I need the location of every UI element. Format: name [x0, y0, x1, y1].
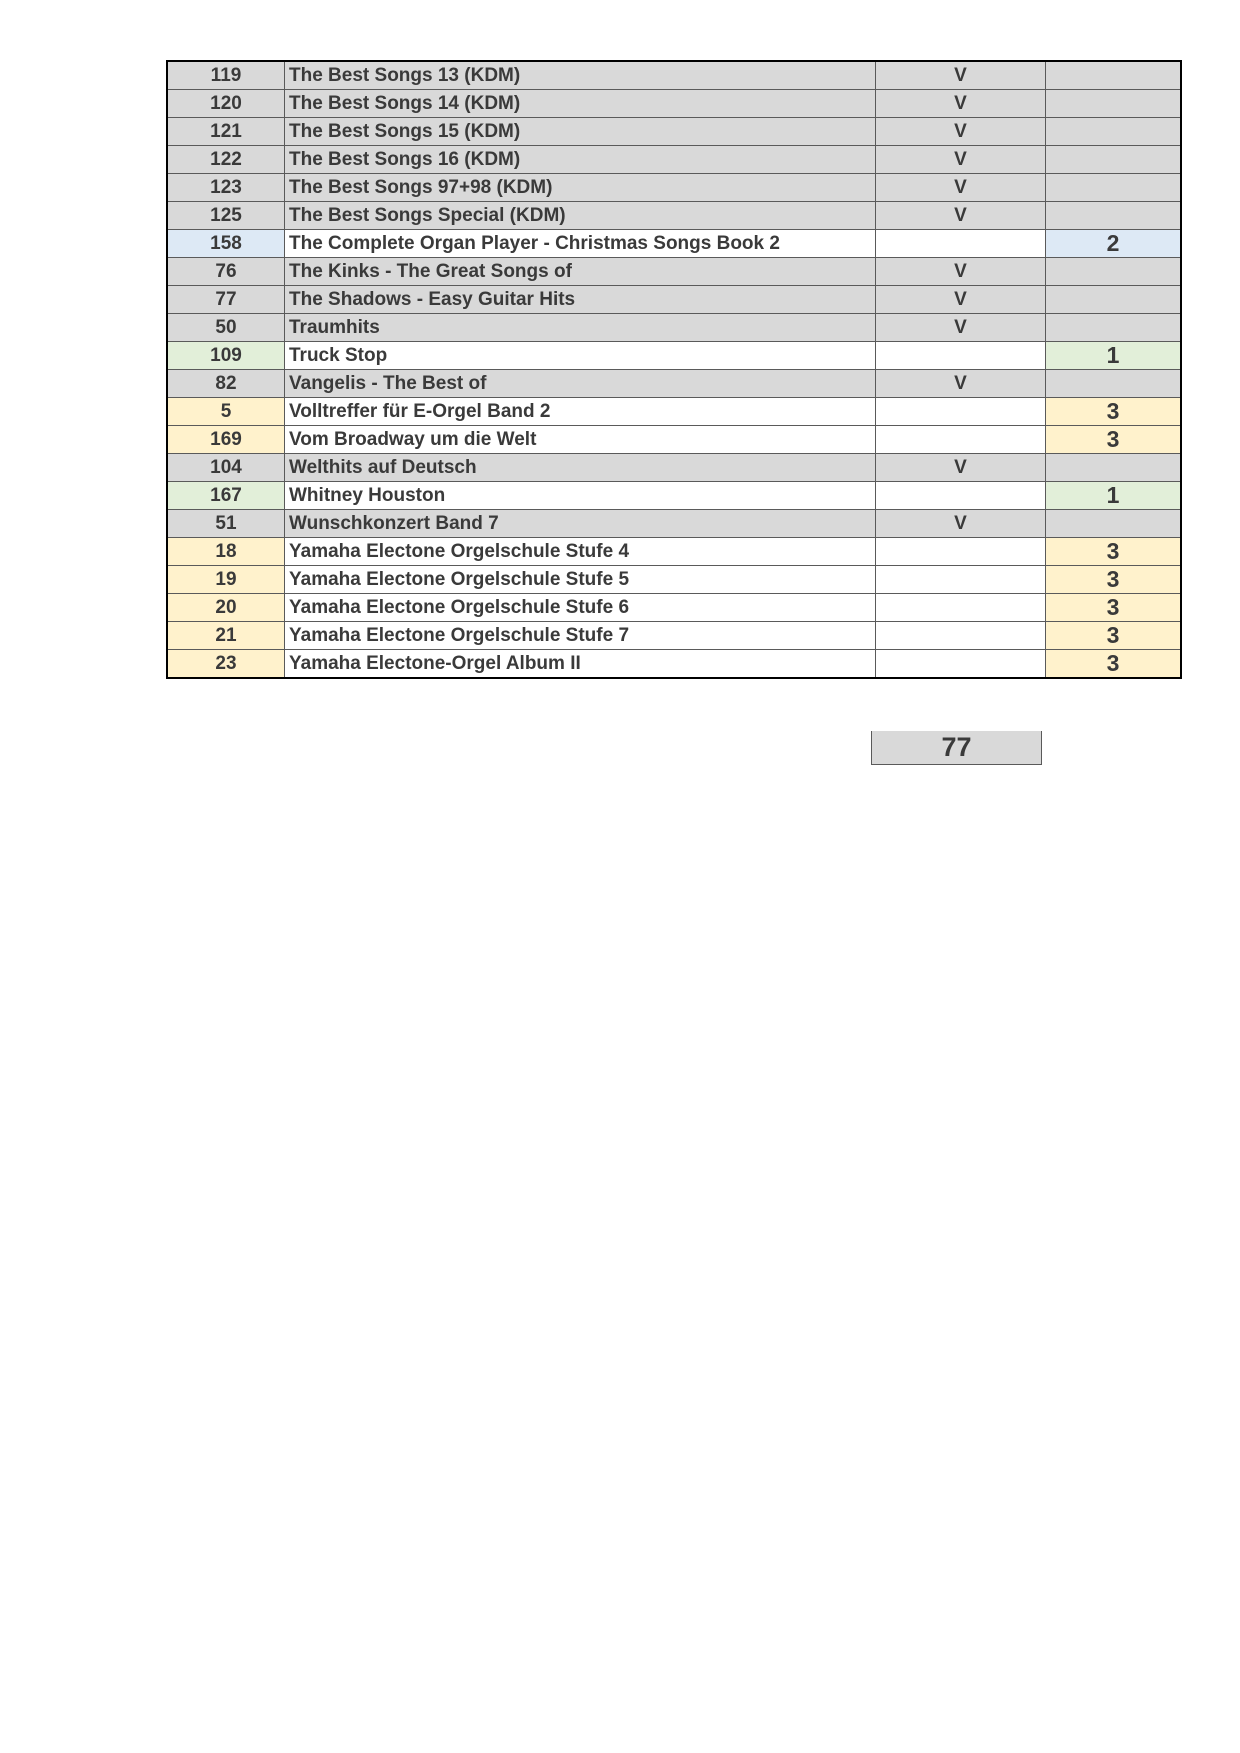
table-row [167, 398, 1181, 426]
row-number: 5 [167, 398, 285, 426]
row-availability-mark [876, 426, 1046, 454]
row-title: Traumhits [285, 314, 876, 342]
row-availability-mark: V [876, 258, 1046, 286]
row-level: 3 [1046, 566, 1182, 594]
row-title: Yamaha Electone Orgelschule Stufe 6 [285, 594, 876, 622]
row-title: The Best Songs 13 (KDM) [285, 61, 876, 90]
table-row [167, 538, 1181, 566]
row-level [1046, 90, 1182, 118]
row-availability-mark [876, 566, 1046, 594]
row-number: 50 [167, 314, 285, 342]
row-title: Welthits auf Deutsch [285, 454, 876, 482]
row-title: Vangelis - The Best of [285, 370, 876, 398]
row-title: Whitney Houston [285, 482, 876, 510]
table-row [167, 286, 1181, 314]
row-level [1046, 286, 1182, 314]
row-number: 76 [167, 258, 285, 286]
row-title: The Best Songs 97+98 (KDM) [285, 174, 876, 202]
table-row [167, 622, 1181, 650]
row-number: 104 [167, 454, 285, 482]
row-number: 19 [167, 566, 285, 594]
row-availability-mark: V [876, 146, 1046, 174]
row-level: 3 [1046, 622, 1182, 650]
row-level [1046, 258, 1182, 286]
row-number: 21 [167, 622, 285, 650]
row-availability-mark: V [876, 90, 1046, 118]
row-number: 119 [167, 61, 285, 90]
table-row [167, 230, 1181, 258]
table-row [167, 174, 1181, 202]
row-availability-mark: V [876, 454, 1046, 482]
row-availability-mark: V [876, 118, 1046, 146]
row-availability-mark [876, 622, 1046, 650]
row-title: Yamaha Electone Orgelschule Stufe 4 [285, 538, 876, 566]
row-availability-mark: V [876, 370, 1046, 398]
row-availability-mark: V [876, 286, 1046, 314]
table-row [167, 202, 1181, 230]
row-level: 3 [1046, 538, 1182, 566]
row-level: 1 [1046, 482, 1182, 510]
table-row [167, 146, 1181, 174]
row-title: The Shadows - Easy Guitar Hits [285, 286, 876, 314]
table-row [167, 258, 1181, 286]
row-availability-mark [876, 342, 1046, 370]
table-row [167, 594, 1181, 622]
row-number: 77 [167, 286, 285, 314]
row-number: 120 [167, 90, 285, 118]
row-title: The Best Songs 14 (KDM) [285, 90, 876, 118]
row-level [1046, 61, 1182, 90]
row-number: 82 [167, 370, 285, 398]
row-level [1046, 314, 1182, 342]
row-availability-mark [876, 650, 1046, 679]
table-row [167, 370, 1181, 398]
row-availability-mark [876, 594, 1046, 622]
table-row [167, 90, 1181, 118]
table-row [167, 118, 1181, 146]
row-number: 122 [167, 146, 285, 174]
row-availability-mark [876, 398, 1046, 426]
row-title: The Best Songs 16 (KDM) [285, 146, 876, 174]
row-level: 3 [1046, 594, 1182, 622]
inventory-table-body [167, 61, 1181, 678]
row-availability-mark [876, 230, 1046, 258]
inventory-table [166, 60, 1182, 679]
row-title: Yamaha Electone Orgelschule Stufe 5 [285, 566, 876, 594]
row-level: 3 [1046, 426, 1182, 454]
row-level: 3 [1046, 398, 1182, 426]
row-number: 20 [167, 594, 285, 622]
row-number: 18 [167, 538, 285, 566]
row-availability-mark: V [876, 202, 1046, 230]
row-level [1046, 174, 1182, 202]
table-row [167, 61, 1181, 90]
row-level [1046, 146, 1182, 174]
row-level [1046, 118, 1182, 146]
row-title: Vom Broadway um die Welt [285, 426, 876, 454]
row-title: The Best Songs 15 (KDM) [285, 118, 876, 146]
table-row [167, 454, 1181, 482]
row-availability-mark: V [876, 61, 1046, 90]
row-number: 23 [167, 650, 285, 679]
row-level [1046, 370, 1182, 398]
row-availability-mark: V [876, 314, 1046, 342]
row-level [1046, 202, 1182, 230]
row-number: 169 [167, 426, 285, 454]
row-availability-mark: V [876, 174, 1046, 202]
table-row [167, 566, 1181, 594]
row-number: 125 [167, 202, 285, 230]
row-level: 2 [1046, 230, 1182, 258]
table-row [167, 650, 1181, 679]
row-number: 123 [167, 174, 285, 202]
row-level [1046, 510, 1182, 538]
row-number: 121 [167, 118, 285, 146]
row-title: Yamaha Electone-Orgel Album II [285, 650, 876, 679]
row-title: The Kinks - The Great Songs of [285, 258, 876, 286]
row-title: The Complete Organ Player - Christmas Songs Book 2 [285, 230, 876, 258]
row-title: Truck Stop [285, 342, 876, 370]
table-row [167, 314, 1181, 342]
table-row [167, 510, 1181, 538]
row-number: 158 [167, 230, 285, 258]
row-title: Wunschkonzert Band 7 [285, 510, 876, 538]
table-row [167, 426, 1181, 454]
total-count: 77 [871, 731, 1042, 765]
table-row [167, 482, 1181, 510]
row-title: Volltreffer für E-Orgel Band 2 [285, 398, 876, 426]
row-number: 109 [167, 342, 285, 370]
row-availability-mark: V [876, 510, 1046, 538]
row-level: 3 [1046, 650, 1182, 679]
row-number: 51 [167, 510, 285, 538]
row-level: 1 [1046, 342, 1182, 370]
row-level [1046, 454, 1182, 482]
row-title: The Best Songs Special (KDM) [285, 202, 876, 230]
table-row [167, 342, 1181, 370]
row-availability-mark [876, 482, 1046, 510]
row-number: 167 [167, 482, 285, 510]
row-title: Yamaha Electone Orgelschule Stufe 7 [285, 622, 876, 650]
row-availability-mark [876, 538, 1046, 566]
